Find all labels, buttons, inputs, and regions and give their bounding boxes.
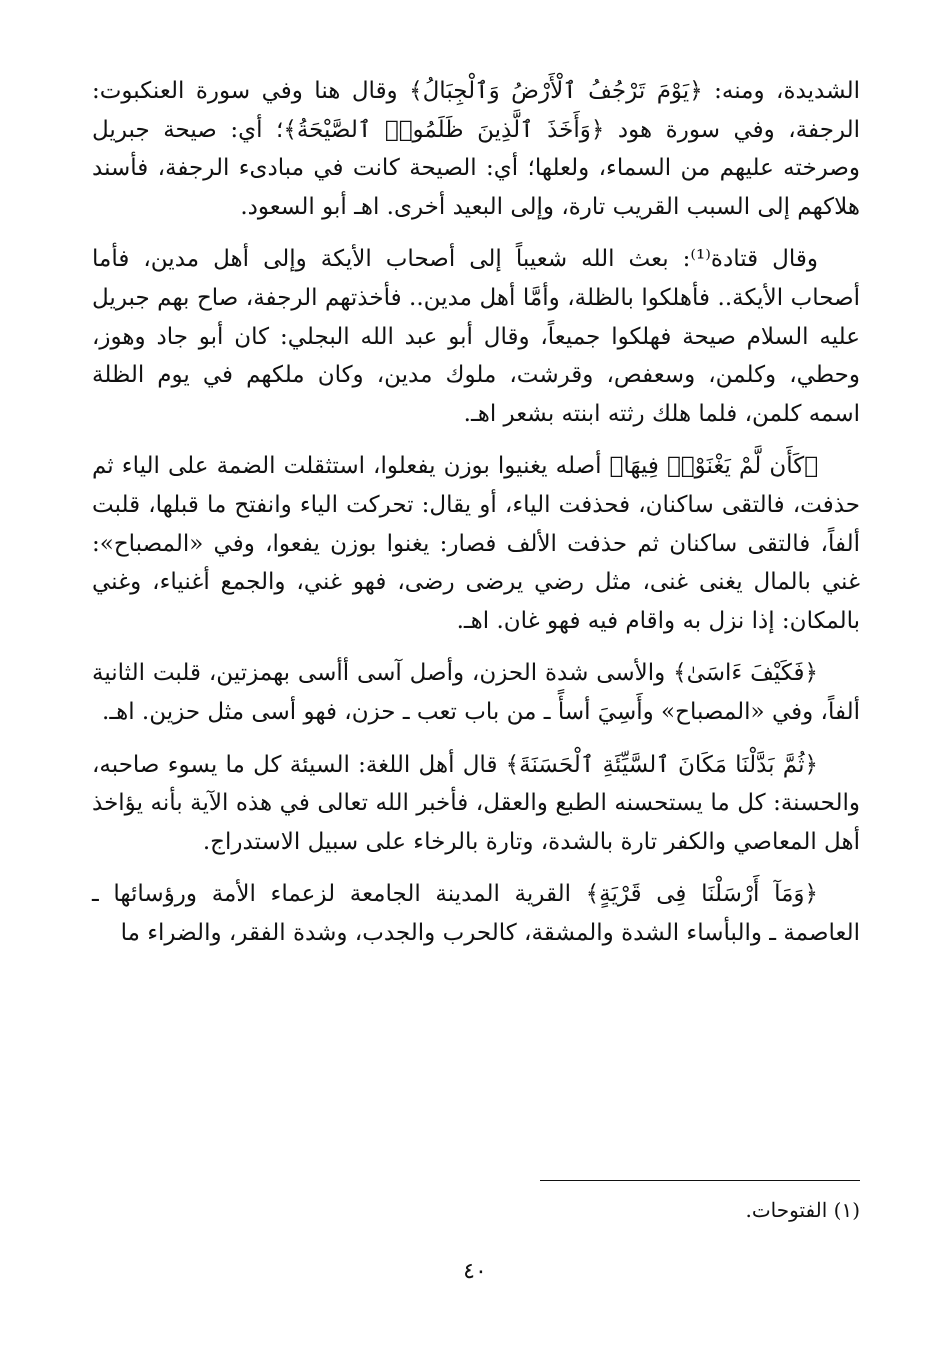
paragraph-6: ﴿وَمَآ أَرْسَلْنَا فِى قَرْيَةٍ﴾ القرية المدينة الجامعة لزعماء الأمة ورؤسائها ـ العاصمة ـ والبأساء الشدة والمشقة، كالحرب والجدب، وشدة الفقر، والضراء ما — [92, 881, 860, 946]
paragraph-5: ﴿ثُمَّ بَدَّلْنَا مَكَانَ ٱلسَّيِّئَةِ ٱلْحَسَنَةَ﴾ قال أهل اللغة: السيئة كل ما يسوء صاحبه، والحسنة: كل ما يستحسنه الطبع والعقل، فأخبر الله تعالى في هذه الآية بأنه يؤاخذ أهل المعاصي والكفر تارة بالشدة، وتارة بالرخاء على سبيل الاستدراج. — [92, 751, 860, 855]
body-text — [92, 72, 860, 966]
paragraph-3: ﴿كَأَن لَّمْ يَغْنَوْا۟ فِيهَا﴾ أصله يغنيوا بوزن يفعلوا، استثقلت الضمة على الياء ثم حذفت، فالتقى ساكنان، فحذفت الياء، أو يقال: تحركت الياء وانفتح ما قبلها، قلبت ألفاً، فالتقى ساكنان ثم حذفت الألف فصار: يغنوا بوزن يفعوا، وفي «المصباح»: غني بالمال يغنى غنى، مثل رضي يرضى رضى، فهو غني، والجمع أغنياء، وغني بالمكان: إذا نزل به واقام فيه فهو غان. اهـ. — [92, 453, 860, 634]
paragraph-1: الشديدة، ومنه: ﴿يَوْمَ تَرْجُفُ ٱلْأَرْضُ وَٱلْجِبَالُ﴾ وقال هنا وفي سورة العنكبوت: الرجفة، وفي سورة هود ﴿وَأَخَذَ ٱلَّذِينَ ظَلَمُوا۟ ٱلصَّيْحَةُ﴾؛ أي: صيحة جبريل وصرخته عليهم من السماء، ولعلها؛ أي: الصيحة كانت في مبادىء الرجفة، فأسند هلاكهم إلى السبب القريب تارة، وإلى البعيد أخرى. اهـ أبو السعود. — [92, 78, 860, 220]
page-number: ٤٠ — [463, 1259, 487, 1284]
footnote-divider — [540, 1180, 860, 1181]
footnote: (١) الفتوحات. — [745, 1198, 860, 1222]
paragraph-4: ﴿فَكَيْفَ ءَاسَىٰ﴾ والأسى شدة الحزن، وأصل آسى أأسى بهمزتين، قلبت الثانية ألفاً، وفي «المصباح» وأَسِيَ أسأً ـ من باب تعب ـ حزن، فهو أسى مثل حزين. اهـ. — [92, 660, 860, 725]
paragraph-2: وقال قتادة⁽¹⁾: بعث الله شعيباً إلى أصحاب الأيكة وإلى أهل مدين، فأما أصحاب الأيكة.. فأهلكوا بالظلة، وأمَّا أهل مدين.. فأخذتهم الرجفة، صاح بهم جبريل عليه السلام صيحة فهلكوا جميعاً، وقال أبو عبد الله البجلي: كان أبو جاد وهوز، وحطي، وكلمن، وسعفص، وقرشت، ملوك مدين، وكان ملكهم في يوم الظلة اسمه كلمن، فلما هلك رثته ابنته بشعر اهـ. — [92, 246, 860, 427]
